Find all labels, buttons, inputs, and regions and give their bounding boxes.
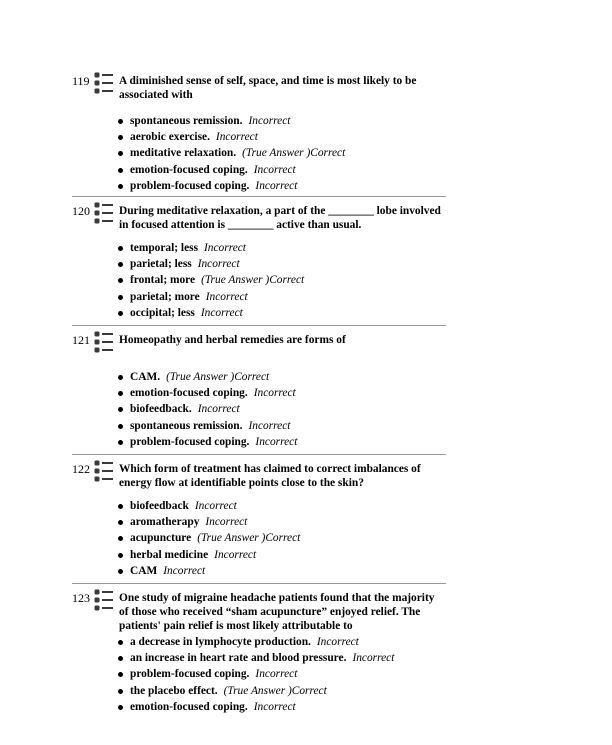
question-number: 122 (72, 462, 90, 476)
choice-text: CAM. (130, 371, 161, 383)
answer-choice (116, 369, 297, 385)
choice-result: Incorrect (197, 258, 240, 271)
choice-text: problem-focused coping. (130, 179, 250, 192)
choice-text: acupuncture (130, 532, 192, 545)
choice-text: spontaneous remission. (130, 419, 243, 432)
question-divider (72, 196, 446, 197)
choice-text: parietal; more (130, 290, 200, 303)
choice-text: meditative relaxation. (130, 147, 237, 160)
list-icon (94, 202, 114, 224)
answer-choices (116, 634, 394, 715)
choice-result: Incorrect (316, 636, 359, 648)
choice-result: Incorrect (163, 564, 206, 577)
choice-result: Incorrect (253, 163, 296, 176)
choice-text: frontal; more (130, 274, 196, 287)
choice-text: occipital; less (130, 306, 195, 319)
question-number: 120 (72, 204, 90, 218)
choice-text: herbal medicine (130, 548, 209, 561)
answer-choice (116, 434, 297, 450)
answer-choice (116, 145, 345, 161)
choice-text: temporal; less (130, 242, 199, 254)
answer-choice (116, 178, 345, 194)
choice-result: (True Answer )Correct (197, 532, 301, 545)
answer-choice (116, 385, 297, 401)
choice-text: a decrease in lymphocyte production. (130, 636, 311, 648)
answer-choice (116, 547, 300, 563)
answer-choices (116, 369, 297, 450)
question-text: Which form of treatment has claimed to correct imbalances of energy flow at identifiable points close to the skin? (119, 463, 421, 489)
list-icon (94, 72, 114, 94)
choice-text: emotion-focused coping. (130, 700, 248, 713)
answer-choice (116, 305, 304, 321)
answer-choice (116, 289, 304, 305)
answer-choices (116, 113, 345, 194)
question-text: During meditative relaxation, a part of the ________ lobe involved in focused attention is ________ active than usual. (119, 205, 441, 231)
choice-text: CAM (130, 564, 158, 577)
question-header (72, 72, 446, 116)
choice-result: Incorrect (248, 419, 291, 432)
question-text: Homeopathy and herbal remedies are forms of (119, 334, 346, 346)
list-icon (94, 589, 114, 611)
choice-text: emotion-focused coping. (130, 163, 248, 176)
question-text: A diminished sense of self, space, and time is most likely to be associated with (119, 75, 417, 101)
choice-result: Incorrect (205, 290, 248, 303)
choice-result: Incorrect (194, 500, 237, 512)
answer-choice (116, 683, 394, 699)
answer-choice (116, 666, 394, 682)
question-item (72, 460, 446, 577)
answer-choice (116, 113, 345, 129)
choice-text: problem-focused coping. (130, 435, 250, 448)
question-number: 123 (72, 591, 90, 605)
choice-result: Incorrect (205, 516, 248, 529)
choice-text: biofeedback. (130, 403, 192, 416)
choice-result: Incorrect (255, 179, 298, 192)
choice-result: Incorrect (200, 306, 243, 319)
question-text: One study of migraine headache patients found that the majority of those who received “sham acupuncture” enjoyed relief. The patients' pain relief is most likely attributable to (119, 592, 435, 632)
answer-choice (116, 650, 394, 666)
choice-text: problem-focused coping. (130, 668, 250, 681)
choice-text: biofeedback (130, 500, 189, 512)
question-divider (72, 583, 446, 584)
question-item (72, 589, 446, 713)
answer-choice (116, 634, 394, 650)
choice-result: Incorrect (215, 131, 258, 144)
answer-choice (116, 256, 304, 272)
answer-choice (116, 240, 304, 256)
answer-choice (116, 418, 297, 434)
question-item (72, 331, 446, 448)
choice-result: Incorrect (204, 242, 246, 254)
choice-result: Incorrect (255, 435, 298, 448)
choice-result: (True Answer )Correct (166, 371, 270, 383)
question-divider (72, 454, 446, 455)
answer-choice (116, 699, 394, 715)
list-icon (94, 460, 114, 482)
choice-text: emotion-focused coping. (130, 387, 248, 400)
choice-result: (True Answer )Correct (223, 684, 327, 697)
question-item (72, 202, 446, 319)
choice-result: Incorrect (352, 652, 395, 665)
answer-choice (116, 530, 300, 546)
choice-text: aerobic exercise. (130, 131, 210, 144)
choice-result: Incorrect (253, 700, 296, 713)
choice-result: (True Answer )Correct (201, 274, 305, 287)
answer-choice (116, 401, 297, 417)
choice-text: aromatherapy (130, 516, 200, 529)
answer-choices (116, 240, 304, 321)
answer-choices (116, 498, 300, 579)
answer-choice (116, 563, 300, 579)
choice-text: parietal; less (130, 258, 192, 271)
answer-choice (116, 272, 304, 288)
question-header (72, 589, 446, 633)
choice-result: Incorrect (197, 403, 240, 416)
choice-result: (True Answer )Correct (242, 147, 346, 160)
choice-text: an increase in heart rate and blood pressure. (130, 652, 347, 665)
choice-result: Incorrect (253, 387, 296, 400)
question-number: 121 (72, 333, 90, 347)
choice-text: spontaneous remission. (130, 115, 243, 127)
question-number: 119 (72, 74, 90, 88)
answer-choice (116, 514, 300, 530)
choice-result: Incorrect (214, 548, 257, 561)
answer-choice (116, 162, 345, 178)
answer-choice (116, 498, 300, 514)
choice-result: Incorrect (248, 115, 291, 127)
question-divider (72, 325, 446, 326)
choice-text: the placebo effect. (130, 684, 218, 697)
answer-choice (116, 129, 345, 145)
question-item (72, 72, 446, 192)
list-icon (94, 331, 114, 353)
choice-result: Incorrect (255, 668, 298, 681)
